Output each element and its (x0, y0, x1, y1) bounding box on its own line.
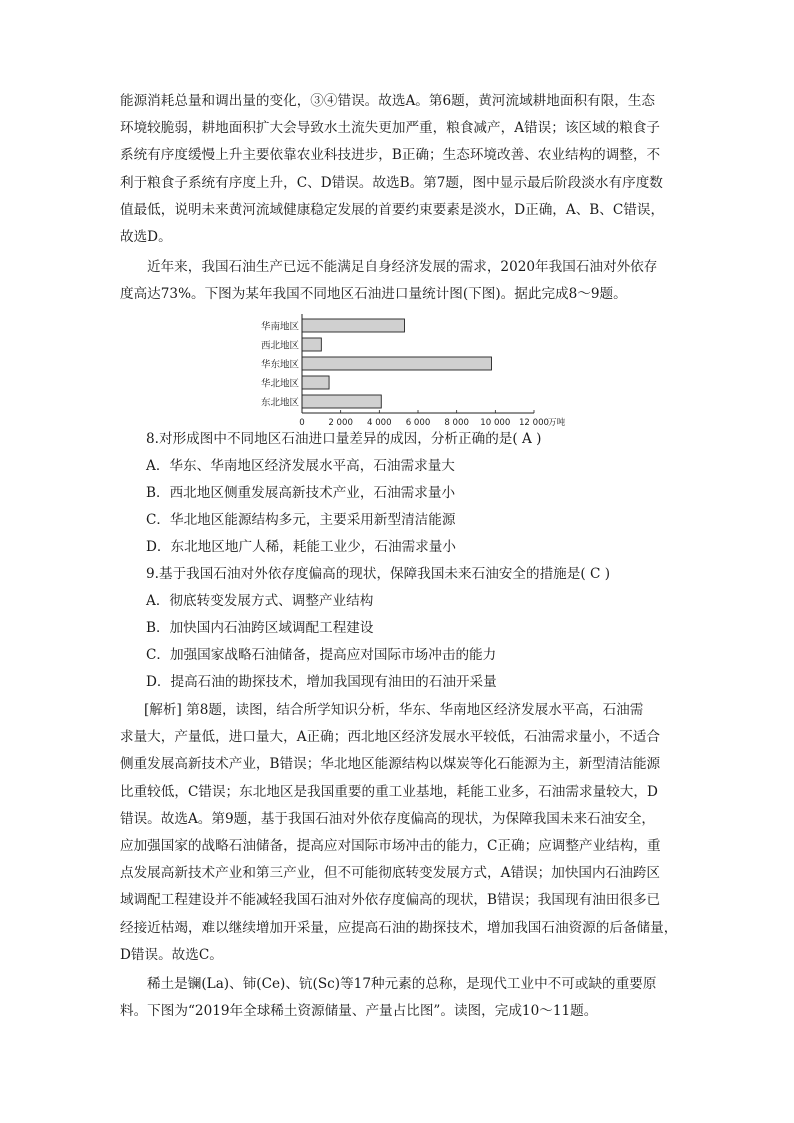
x-tick-label: 2 000 (328, 418, 353, 428)
text-line: 近年来，我国石油生产已远不能满足自身经济发展的需求，2020年我国石油对外依存 (147, 259, 658, 275)
text-line: D错误。故选C。 (120, 946, 223, 963)
text-line: 故选D。 (120, 228, 172, 245)
text-line: 利于粮食子系统有序度上升，C、D错误。故选B。第7题，图中显示最后阶段淡水有序度数 (120, 174, 663, 191)
text-line: 能源消耗总量和调出量的变化，③④错误。故选A。第6题，黄河流域耕地面积有限，生态 (120, 93, 656, 109)
category-label: 华东地区 (260, 359, 299, 371)
text-line: 求量大，产量低，进口量大，A正确；西北地区经济发展水平较低，石油需求量小，不适合 (120, 729, 660, 746)
x-tick-label: 10 000 (480, 418, 511, 428)
x-tick-label: 8 000 (444, 418, 469, 428)
question-8-option-c: C．华北地区能源结构多元，主要采用新型清洁能源 (146, 512, 456, 528)
bar-3 (302, 376, 329, 389)
text-line: 点发展高新技术产业和第三产业，但不可能彻底转变发展方式，A错误；加快国内石油跨区 (120, 865, 660, 882)
x-tick-label: 12 000 (518, 418, 550, 428)
question-8-option-d: D．东北地区地广人稀，耗能工业少，石油需求量小 (146, 539, 456, 555)
x-tick-label: 4 000 (367, 418, 392, 428)
question-9-option-c: C．加强国家战略石油储备，提高应对国际市场冲击的能力 (146, 647, 497, 663)
bar-0 (302, 319, 404, 332)
text-line: [解析] 第8题，读图，结合所学知识分析，华东、华南地区经济发展水平高，石油需 (144, 702, 644, 718)
oil-import-bar-chart (240, 312, 570, 428)
category-label: 华北地区 (260, 378, 299, 390)
paragraph-intro-q8-9 (120, 254, 680, 308)
text-line: 料。下图为“2019年全球稀土资源储量、产量占比图”。读图，完成10～11题。 (120, 1003, 598, 1020)
paragraph-analysis-q5-7 (120, 88, 680, 251)
question-9-option-a: A．彻底转变发展方式、调整产业结构 (146, 593, 374, 609)
text-line: 环境较脆弱，耕地面积扩大会导致水土流失更加严重，粮食减产，A错误；该区域的粮食子 (120, 120, 660, 137)
paragraph-analysis-q8-9 (120, 697, 680, 969)
paragraph-intro-q10-11 (120, 971, 680, 1025)
question-8-option-b: B．西北地区侧重发展高新技术产业，石油需求量小 (146, 485, 456, 501)
x-tick-label: 6 000 (405, 418, 431, 428)
question-8-option-a: A．华东、华南地区经济发展水平高，石油需求量大 (146, 458, 455, 474)
text-line: 度高达73%。下图为某年我国不同地区石油进口量统计图(下图)。据此完成8～9题。 (120, 286, 627, 303)
text-line: 系统有序度缓慢上升主要依靠农业科技进步，B正确；生态环境改善、农业结构的调整，不 (120, 147, 661, 164)
category-label: 西北地区 (260, 340, 299, 352)
x-tick-label: 0 (299, 418, 305, 428)
bar-1 (302, 338, 321, 351)
text-line: 侧重发展高新技术产业，B错误；华北地区能源结构以煤炭等化石能源为主，新型清洁能源 (120, 756, 661, 773)
question-9-stem: 9.基于我国石油对外依存度偏高的现状，保障我国未来石油安全的措施是( C ) (146, 566, 611, 582)
category-label: 东北地区 (260, 397, 299, 409)
x-unit-label: 万吨 (548, 418, 566, 428)
category-label: 华南地区 (260, 321, 299, 333)
text-line: 值最低，说明未来黄河流域健康稳定发展的首要约束要素是淡水，D正确，A、B、C错误， (120, 201, 665, 218)
text-line: 稀土是镧(La)、铈(Ce)、钪(Sc)等17种元素的总称，是现代工业中不可或缺的重要原 (147, 976, 657, 992)
text-line: 比重较低，C错误；东北地区是我国重要的重工业基地，耗能工业多，石油需求量较大，D (120, 783, 658, 800)
bar-2 (302, 357, 491, 370)
text-line: 经接近枯竭，难以继续增加开采量，应提高石油的勘探技术，增加我国石油资源的后备储量， (120, 919, 678, 936)
bar-4 (302, 395, 381, 408)
question-9-option-d: D．提高石油的勘探技术，增加我国现有油田的石油开采量 (146, 674, 497, 690)
text-line: 应加强国家的战略石油储备，提高应对国际市场冲击的能力，C正确；应调整产业结构，重 (120, 837, 661, 854)
text-line: 域调配工程建设并不能减轻我国石油对外依存度偏高的现状，B错误；我国现有油田很多已 (120, 892, 661, 909)
question-9-option-b: B．加快国内石油跨区域调配工程建设 (146, 620, 374, 636)
question-8-stem: 8.对形成图中不同地区石油进口量差异的成因，分析正确的是( A ) (146, 431, 542, 447)
text-line: 错误。故选A。第9题，基于我国石油对外依存度偏高的现状，为保障我国未来石油安全， (120, 810, 656, 827)
